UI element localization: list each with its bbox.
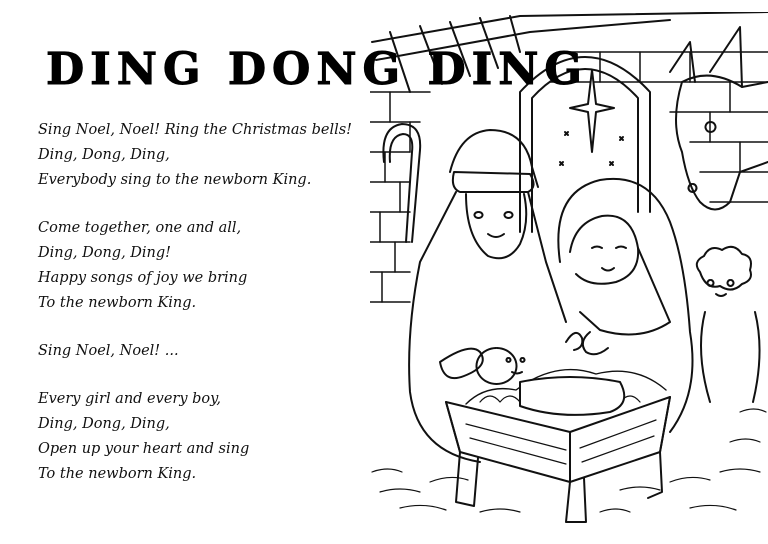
stanza-2	[38, 216, 378, 316]
stanza-1	[38, 118, 378, 193]
lyric-line: Ding, Dong, Ding,	[38, 416, 170, 432]
lyric-line: Come together, one and all,	[38, 220, 242, 236]
lyric-line: Every girl and every boy,	[38, 391, 222, 407]
lyric-line: Everybody sing to the newborn King.	[38, 172, 312, 188]
lyric-line: Open up your heart and sing	[38, 441, 250, 457]
lyric-line: To the newborn King.	[38, 466, 197, 482]
lyric-line: Sing Noel, Noel! ...	[38, 343, 179, 359]
lyric-line: Ding, Dong, Ding!	[38, 245, 172, 261]
stanza-4	[38, 387, 378, 487]
song-lyrics	[38, 118, 378, 510]
lyric-line: Sing Noel, Noel! Ring the Christmas bells!	[38, 122, 352, 138]
manger-with-baby	[446, 333, 670, 522]
shepherd-staff	[383, 124, 420, 242]
lyric-line: To the newborn King.	[38, 295, 197, 311]
song-title: DING DONG DING	[46, 44, 588, 95]
lyric-line: Happy songs of joy we bring	[38, 270, 248, 286]
sheep	[697, 247, 760, 402]
donkey	[670, 27, 768, 210]
stanza-3	[38, 339, 378, 364]
lyric-line: Ding, Dong, Ding,	[38, 147, 170, 163]
